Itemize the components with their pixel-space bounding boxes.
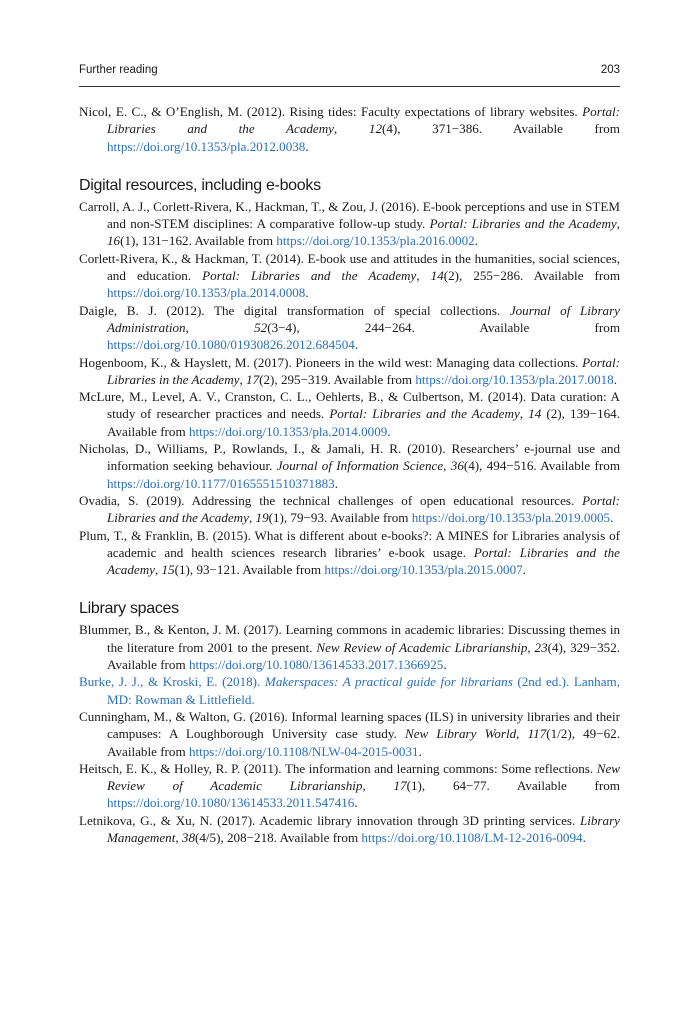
reference-entry: Heitsch, E. K., & Holley, R. P. (2011). The information and learning commons: Some reflections. New Review of Academic Librarianship, 17(1), 64−77. Available from https://doi.org/10.1080/13614533.2011.547416. (79, 760, 620, 811)
section-heading-library-spaces: Library spaces (79, 600, 179, 618)
reference-entry: Corlett-Rivera, K., & Hackman, T. (2014). E-book use and attitudes in the humanities, social sciences, and education. Portal: Libraries and the Academy, 14(2), 255−286. Available from https://doi.org/10.1353/pla.2014.0008. (79, 250, 621, 301)
doi-link[interactable]: https://doi.org/10.1353/pla.2014.0008 (107, 285, 306, 301)
reference-entry: Nicol, E. C., & O’English, M. (2012). Rising tides: Faculty expectations of library websites. Portal: Libraries and the Academy, 12(4), 371−386. Available from https://doi.org/10.1353/pla.2012.0038. (79, 104, 620, 154)
doi-link[interactable]: https://doi.org/10.1353/pla.2014.0009 (188, 423, 388, 439)
doi-link[interactable]: https://doi.org/10.1080/13614533.2017.1366925 (188, 657, 444, 673)
doi-link[interactable]: https://doi.org/10.1353/pla.2012.0038 (107, 138, 306, 154)
reference-entry: Nicholas, D., Williams, P., Rowlands, I., & Jamali, H. R. (2010). Researchers’ e-journal use and information seeking behaviour. Journal of Information Science, 36(4), 494−516. Available from https://doi.org/10.1177/0165551510371883. (79, 441, 620, 491)
reference-entry: McLure, M., Level, A. V., Cranston, C. L., Oehlerts, B., & Culbertson, M. (2014). Data curation: A study of researcher practices and needs. Portal: Libraries and the Academy, 14 (2), 139−164. Available from https://doi.org/10.1353/pla.2014.0009. (79, 389, 620, 439)
reference-entry: Letnikova, G., & Xu, N. (2017). Academic library innovation through 3D printing services. Library Management, 38(4/5), 208−218. Available from https://doi.org/10.1108/LM-12-2016-0094. (79, 812, 620, 845)
reference-entry: Hogenboom, K., & Hayslett, M. (2017). Pioneers in the wild west: Managing data collections. Portal: Libraries in the Academy, 17(2), 295−319. Available from https://doi.org/10.1353/pla.2017.0018. (79, 354, 620, 387)
reference-entry: Blummer, B., & Kenton, J. M. (2017). Learning commons in academic libraries: Discussing themes in the literature from 2001 to the present. New Review of Academic Librarianship, 23(4), 329−352. Available from https://doi.org/10.1080/13614533.2017.1366925. (79, 622, 621, 673)
doi-link[interactable]: https://doi.org/10.1353/pla.2016.0002 (276, 233, 475, 249)
page-number: 203 (600, 64, 620, 76)
doi-link[interactable]: https://doi.org/10.1353/pla.2015.0007 (324, 562, 523, 578)
doi-link[interactable]: https://doi.org/10.1177/0165551510371883 (107, 475, 335, 491)
running-header (79, 62, 620, 82)
reference-entry-linked[interactable]: Burke, J. J., & Kroski, E. (2018). Makerspaces: A practical guide for librarians (2nd ed.). Lanham, MD: Rowman & Littlefield. (79, 674, 620, 707)
doi-link[interactable]: https://doi.org/10.1108/LM-12-2016-0094 (361, 829, 583, 845)
reference-entry: Daigle, B. J. (2012). The digital transformation of special collections. Journal of Library Administration, 52(3−4), 244−264. Available from https://doi.org/10.1080/01930826.2012.684504. (79, 302, 621, 353)
section-heading-digital-resources: Digital resources, including e-books (79, 176, 321, 194)
reference-list (79, 103, 620, 846)
reference-entry: Plum, T., & Franklin, B. (2015). What is different about e-books?: A MINES for Libraries analysis of academic and health sciences research libraries’ e-book usage. Portal: Libraries and the Academy, 15(1), 93−121. Available from https://doi.org/10.1353/pla.2015.0007. (79, 527, 620, 578)
doi-link[interactable]: https://doi.org/10.1353/pla.2019.0005 (411, 510, 611, 526)
doi-link[interactable]: https://doi.org/10.1353/pla.2017.0018 (415, 371, 614, 387)
doi-link[interactable]: https://doi.org/10.1080/13614533.2011.547416 (107, 795, 355, 811)
reference-entry: Ovadia, S. (2019). Addressing the technical challenges of open educational resources. Portal: Libraries and the Academy, 19(1), 79−93. Available from https://doi.org/10.1353/pla.2019.0005. (79, 492, 620, 526)
header-rule (79, 86, 620, 87)
doi-link[interactable]: https://doi.org/10.1108/NLW-04-2015-0031 (188, 743, 419, 759)
header-section-title: Further reading (79, 64, 158, 76)
doi-link[interactable]: https://doi.org/10.1080/01930826.2012.684504 (107, 337, 355, 353)
reference-entry: Carroll, A. J., Corlett-Rivera, K., Hackman, T., & Zou, J. (2016). E-book perceptions and use in STEM and non-STEM disciplines: A comparative follow-up study. Portal: Libraries and the Academy, 16(1), 131−162. Available from https://doi.org/10.1353/pla.2016.0002. (79, 198, 620, 249)
reference-entry: Cunningham, M., & Walton, G. (2016). Informal learning spaces (ILS) in university libraries and their campuses: A Loughborough University case study. New Library World, 117(1/2), 49−62. Available from https://doi.org/10.1108/NLW-04-2015-0031. (79, 708, 620, 759)
